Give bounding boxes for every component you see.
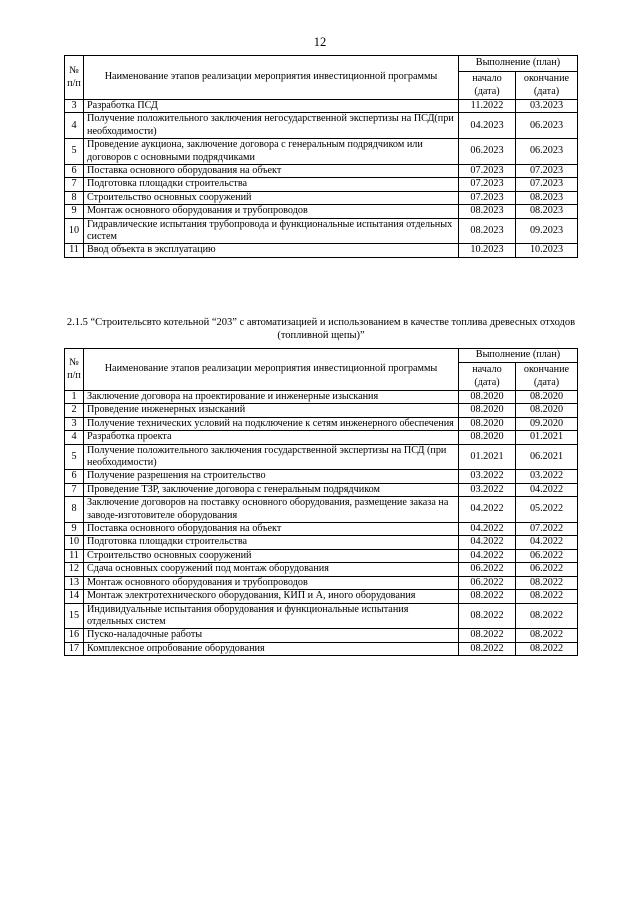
start-date: 03.2022 — [458, 483, 515, 496]
row-number: 11 — [65, 549, 84, 562]
stage-name: Поставка основного оборудования на объект — [84, 523, 459, 536]
row-number: 9 — [65, 205, 84, 218]
row-number: 15 — [65, 603, 84, 629]
end-date: 08.2022 — [515, 629, 577, 642]
stage-name: Строительство основных сооружений — [84, 191, 459, 204]
row-number: 8 — [65, 191, 84, 204]
stage-name: Пуско-наладочные работы — [84, 629, 459, 642]
end-date: 04.2022 — [515, 536, 577, 549]
row-number: 7 — [65, 483, 84, 496]
stage-name: Строительство основных сооружений — [84, 549, 459, 562]
start-date: 06.2022 — [458, 563, 515, 576]
end-date: 06.2023 — [515, 113, 577, 139]
table-row — [65, 563, 578, 576]
row-number: 5 — [65, 444, 84, 470]
end-date: 06.2023 — [515, 139, 577, 165]
start-date: 01.2021 — [458, 444, 515, 470]
start-date: 08.2022 — [458, 590, 515, 603]
stage-name: Получение положительного заключения негосударственной экспертизы на ПСД(при необходимости) — [84, 113, 459, 139]
stage-name: Проведение ТЗР, заключение договора с генеральным подрядчиком — [84, 483, 459, 496]
row-number: 9 — [65, 523, 84, 536]
end-date: 08.2020 — [515, 404, 577, 417]
header-execution: Выполнение (план) — [458, 56, 577, 72]
start-date: 08.2022 — [458, 603, 515, 629]
end-date: 08.2020 — [515, 391, 577, 404]
table-row — [65, 191, 578, 204]
start-date: 04.2023 — [458, 113, 515, 139]
stage-name: Подготовка площадки строительства — [84, 536, 459, 549]
stage-name: Получение технических условий на подключение к сетям инженерного обеспечения — [84, 417, 459, 430]
stage-name: Поставка основного оборудования на объект — [84, 165, 459, 178]
table-row — [65, 470, 578, 483]
table-row — [65, 165, 578, 178]
row-number: 11 — [65, 244, 84, 257]
end-date: 10.2023 — [515, 244, 577, 257]
table-row — [65, 244, 578, 257]
start-date: 08.2020 — [458, 391, 515, 404]
header-start: начало (дата) — [458, 363, 515, 391]
row-number: 3 — [65, 100, 84, 113]
row-number: 14 — [65, 590, 84, 603]
table-row — [65, 391, 578, 404]
table-row — [65, 576, 578, 589]
row-number: 3 — [65, 417, 84, 430]
stage-name: Монтаж электротехнического оборудования, КИП и А, иного оборудования — [84, 590, 459, 603]
start-date: 04.2022 — [458, 523, 515, 536]
start-date: 08.2020 — [458, 417, 515, 430]
stage-name: Сдача основных сооружений под монтаж оборудования — [84, 563, 459, 576]
stage-name: Комплексное опробование оборудования — [84, 642, 459, 655]
start-date: 04.2022 — [458, 549, 515, 562]
table-row — [65, 590, 578, 603]
table-row — [65, 629, 578, 642]
stage-name: Индивидуальные испытания оборудования и функциональные испытания отдельных систем — [84, 603, 459, 629]
table-row — [65, 536, 578, 549]
start-date: 07.2023 — [458, 165, 515, 178]
schedule-table-1 — [64, 55, 578, 258]
row-number: 6 — [65, 470, 84, 483]
start-date: 08.2020 — [458, 404, 515, 417]
table-row — [65, 483, 578, 496]
row-number: 10 — [65, 218, 84, 244]
end-date: 06.2022 — [515, 563, 577, 576]
row-number: 5 — [65, 139, 84, 165]
table-row — [65, 218, 578, 244]
stage-name: Монтаж основного оборудования и трубопроводов — [84, 205, 459, 218]
start-date: 08.2022 — [458, 642, 515, 655]
stage-name: Получение положительного заключения государственной экспертизы на ПСД (при необходимости) — [84, 444, 459, 470]
end-date: 09.2023 — [515, 218, 577, 244]
stage-name: Разработка проекта — [84, 431, 459, 444]
table-row — [65, 178, 578, 191]
table-row — [65, 100, 578, 113]
table-row — [65, 549, 578, 562]
end-date: 08.2022 — [515, 576, 577, 589]
row-number: 4 — [65, 431, 84, 444]
end-date: 07.2022 — [515, 523, 577, 536]
table-row — [65, 444, 578, 470]
stage-name: Заключение договора на проектирование и инженерные изыскания — [84, 391, 459, 404]
table-row — [65, 113, 578, 139]
stage-name: Получение разрешения на строительство — [84, 470, 459, 483]
start-date: 06.2023 — [458, 139, 515, 165]
row-number: 7 — [65, 178, 84, 191]
header-num: № п/п — [65, 349, 84, 391]
stage-name: Проведение инженерных изысканий — [84, 404, 459, 417]
start-date: 08.2020 — [458, 431, 515, 444]
end-date: 08.2023 — [515, 205, 577, 218]
table-row — [65, 497, 578, 523]
header-num: № п/п — [65, 56, 84, 100]
start-date: 08.2022 — [458, 629, 515, 642]
row-number: 1 — [65, 391, 84, 404]
start-date: 08.2023 — [458, 205, 515, 218]
row-number: 6 — [65, 165, 84, 178]
row-number: 10 — [65, 536, 84, 549]
end-date: 03.2022 — [515, 470, 577, 483]
stage-name: Подготовка площадки строительства — [84, 178, 459, 191]
schedule-table-1-body — [65, 100, 578, 258]
stage-name: Заключение договоров на поставку основного оборудования, размещение заказа на заводе-изготовителе оборудования — [84, 497, 459, 523]
row-number: 12 — [65, 563, 84, 576]
end-date: 08.2022 — [515, 642, 577, 655]
start-date: 04.2022 — [458, 536, 515, 549]
end-date: 07.2023 — [515, 178, 577, 191]
row-number: 4 — [65, 113, 84, 139]
header-end: окончание (дата) — [515, 363, 577, 391]
header-name: Наименование этапов реализации мероприятия инвестиционной программы — [84, 56, 459, 100]
table-row — [65, 404, 578, 417]
table-row — [65, 523, 578, 536]
table-row — [65, 205, 578, 218]
row-number: 16 — [65, 629, 84, 642]
stage-name: Гидравлические испытания трубопровода и функциональные испытания отдельных систем — [84, 218, 459, 244]
end-date: 05.2022 — [515, 497, 577, 523]
stage-name: Проведение аукциона, заключение договора с генеральным подрядчиком или договоров с основными подрядчиками — [84, 139, 459, 165]
start-date: 07.2023 — [458, 191, 515, 204]
row-number: 17 — [65, 642, 84, 655]
start-date: 06.2022 — [458, 576, 515, 589]
end-date: 06.2021 — [515, 444, 577, 470]
start-date: 11.2022 — [458, 100, 515, 113]
start-date: 08.2023 — [458, 218, 515, 244]
table-row — [65, 431, 578, 444]
stage-name: Монтаж основного оборудования и трубопроводов — [84, 576, 459, 589]
end-date: 08.2023 — [515, 191, 577, 204]
schedule-table-2 — [64, 348, 578, 656]
stage-name: Разработка ПСД — [84, 100, 459, 113]
table-row — [65, 417, 578, 430]
start-date: 10.2023 — [458, 244, 515, 257]
end-date: 08.2022 — [515, 590, 577, 603]
row-number: 13 — [65, 576, 84, 589]
header-execution: Выполнение (план) — [458, 349, 577, 363]
end-date: 07.2023 — [515, 165, 577, 178]
end-date: 06.2022 — [515, 549, 577, 562]
table-row — [65, 603, 578, 629]
header-end: окончание (дата) — [515, 72, 577, 100]
start-date: 03.2022 — [458, 470, 515, 483]
end-date: 04.2022 — [515, 483, 577, 496]
page-number: 12 — [313, 35, 327, 49]
row-number: 2 — [65, 404, 84, 417]
end-date: 09.2020 — [515, 417, 577, 430]
schedule-table-2-body — [65, 391, 578, 656]
table-row — [65, 139, 578, 165]
end-date: 01.2021 — [515, 431, 577, 444]
stage-name: Ввод объекта в эксплуатацию — [84, 244, 459, 257]
header-name: Наименование этапов реализации мероприятия инвестиционной программы — [84, 349, 459, 391]
end-date: 03.2023 — [515, 100, 577, 113]
section-caption: 2.1.5 “Строительсвто котельной “203” с автоматизацией и использованием в качестве топлива древесных отходов (топливной щепы)” — [66, 317, 576, 341]
start-date: 07.2023 — [458, 178, 515, 191]
end-date: 08.2022 — [515, 603, 577, 629]
table-row — [65, 642, 578, 655]
start-date: 04.2022 — [458, 497, 515, 523]
header-start: начало (дата) — [458, 72, 515, 100]
row-number: 8 — [65, 497, 84, 523]
